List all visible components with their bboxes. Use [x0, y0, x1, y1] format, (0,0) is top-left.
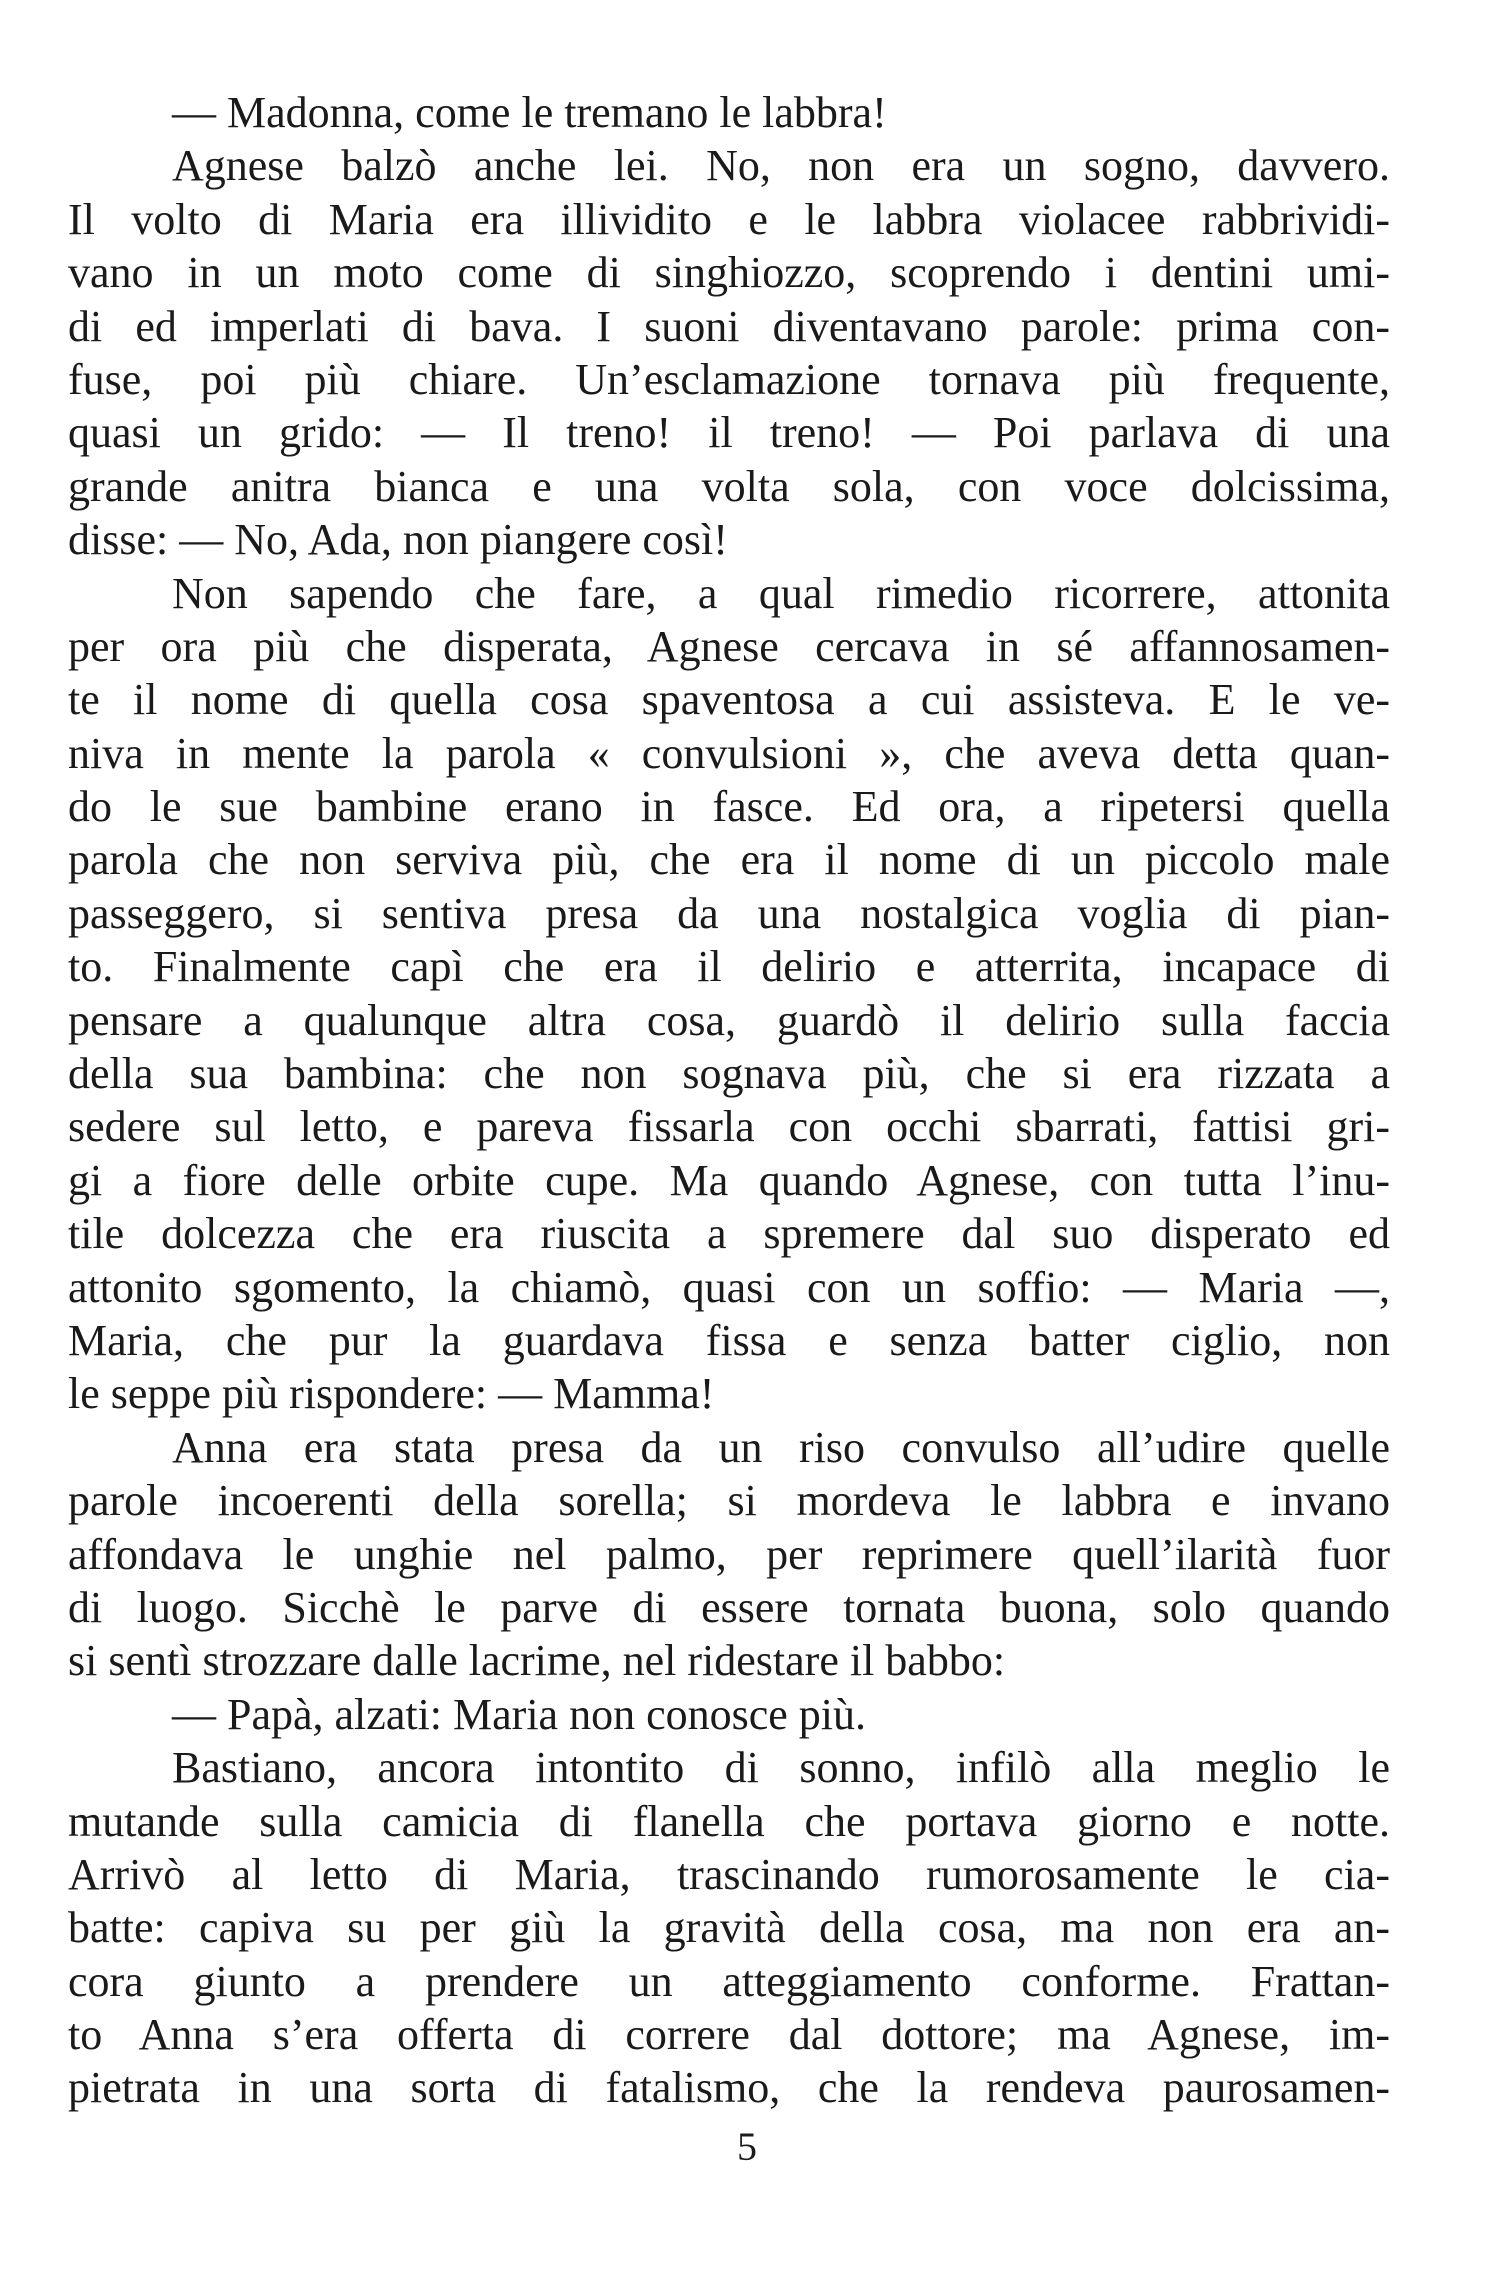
text-line: si sentì strozzare dalle lacrime, nel ridestare il babbo:: [68, 1636, 1006, 1686]
text-line: affondava le unghie nel palmo, per reprimere quell’ilarità fuor: [68, 1529, 1390, 1579]
text-line: niva in mente la parola « convulsioni », che aveva detta quan-: [68, 728, 1390, 778]
text-line: Non sapendo che fare, a qual rimedio ricorrere, attonita: [172, 568, 1390, 618]
text-line: parole incoerenti della sorella; si mordeva le labbra e invano: [68, 1476, 1390, 1526]
text-line: cora giunto a prendere un atteggiamento conforme. Frattan-: [68, 1956, 1390, 2006]
text-line: te il nome di quella cosa spaventosa a cui assisteva. E le ve-: [68, 675, 1390, 725]
text-line: per ora più che disperata, Agnese cercava in sé affannosamen-: [68, 621, 1390, 671]
text-line: — Madonna, come le tremano le labbra!: [172, 88, 887, 137]
text-line: di ed imperlati di bava. I suoni diventavano parole: prima con-: [68, 301, 1390, 351]
text-line: Agnese balzò anche lei. No, non era un sogno, davvero.: [172, 141, 1390, 191]
text-line: Maria, che pur la guardava fissa e senza batter ciglio, non: [68, 1315, 1390, 1365]
text-line: — Papà, alzati: Maria non conosce più.: [172, 1689, 867, 1739]
text-line: Arrivò al letto di Maria, trascinando rumorosamente le cia-: [68, 1849, 1390, 1899]
text-line: grande anitra bianca e una volta sola, con voce dolcissima,: [68, 461, 1390, 511]
page-number: 5: [737, 2124, 757, 2169]
text-line: tile dolcezza che era riuscita a spremere dal suo disperato ed: [68, 1209, 1390, 1259]
text-line: Il volto di Maria era illividito e le labbra violacee rabbrividi-: [68, 194, 1390, 244]
text-line: Bastiano, ancora intontito di sonno, infilò alla meglio le: [172, 1743, 1390, 1793]
text-line: pietrata in una sorta di fatalismo, che la rendeva paurosamen-: [68, 2063, 1390, 2113]
text-line: fuse, poi più chiare. Un’esclamazione tornava più frequente,: [68, 354, 1390, 404]
text-line: mutande sulla camicia di flanella che portava giorno e notte.: [68, 1796, 1390, 1846]
text-line: do le sue bambine erano in fasce. Ed ora, a ripetersi quella: [68, 782, 1390, 832]
text-line: Anna era stata presa da un riso convulso all’udire quelle: [172, 1422, 1390, 1472]
text-line: to Anna s’era offerta di correre dal dottore; ma Agnese, im-: [68, 2010, 1390, 2060]
text-line: batte: capiva su per giù la gravità della cosa, ma non era an-: [68, 1903, 1390, 1953]
text-line: di luogo. Sicchè le parve di essere tornata buona, solo quando: [68, 1582, 1390, 1632]
text-line: vano in un moto come di singhiozzo, scoprendo i dentini umi-: [68, 248, 1390, 298]
text-line: disse: — No, Ada, non piangere così!: [68, 515, 728, 565]
text-line: to. Finalmente capì che era il delirio e atterrita, incapace di: [68, 942, 1390, 992]
text-line: della sua bambina: che non sognava più, che si era rizzata a: [68, 1049, 1390, 1099]
text-line: sedere sul letto, e pareva fissarla con occhi sbarrati, fattisi gri-: [68, 1102, 1390, 1152]
text-line: passeggero, si sentiva presa da una nostalgica voglia di pian-: [68, 888, 1390, 938]
text-line: gi a fiore delle orbite cupe. Ma quando Agnese, con tutta l’inu-: [68, 1155, 1390, 1205]
text-line: le seppe più rispondere: — Mamma!: [68, 1369, 715, 1419]
page-text: [68, 86, 1390, 2115]
text-line: quasi un grido: — Il treno! il treno! — Poi parlava di una: [68, 408, 1390, 458]
text-line: parola che non serviva più, che era il nome di un piccolo male: [68, 835, 1390, 885]
text-line: attonito sgomento, la chiamò, quasi con un soffio: — Maria —,: [68, 1262, 1390, 1312]
text-line: pensare a qualunque altra cosa, guardò il delirio sulla faccia: [68, 995, 1390, 1045]
